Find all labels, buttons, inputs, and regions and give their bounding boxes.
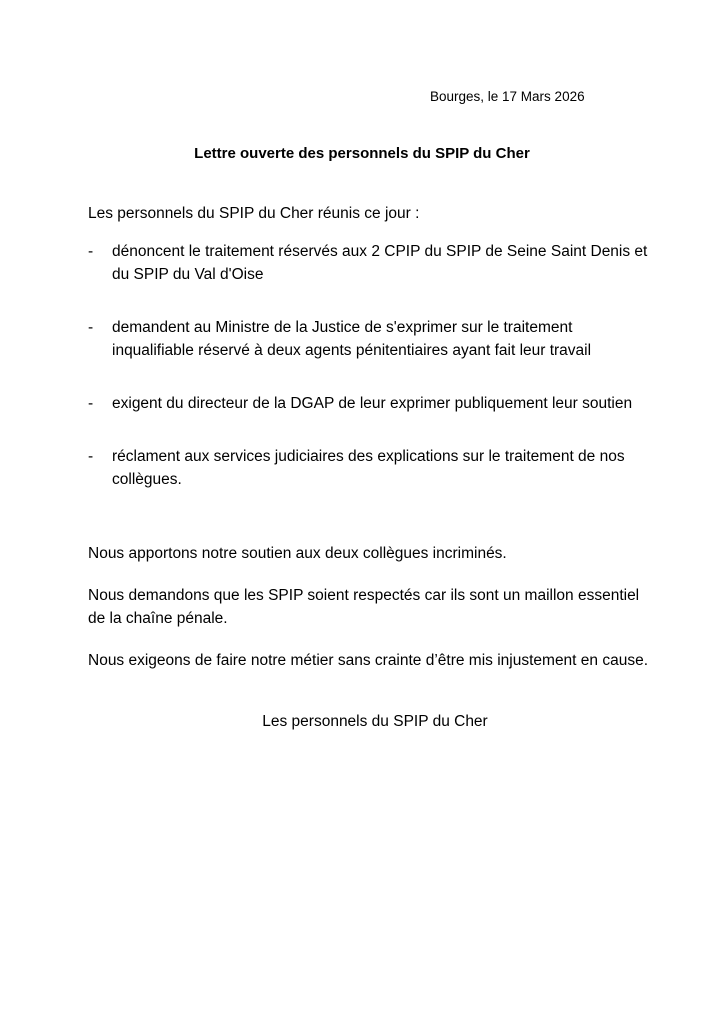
bullet-dash: - xyxy=(88,448,94,465)
demands-list xyxy=(88,240,648,521)
demand-item xyxy=(88,445,648,491)
signature: Les personnels du SPIP du Cher xyxy=(262,713,488,730)
respect-paragraph: Nous demandons que les SPIP soient respectés car ils sont un maillon essentiel de la chaîne pénale. xyxy=(88,587,640,627)
intro-paragraph: Les personnels du SPIP du Cher réunis ce jour : xyxy=(88,205,420,222)
support-paragraph: Nous apportons notre soutien aux deux collègues incriminés. xyxy=(88,545,507,562)
demand-text: réclament aux services judiciaires des explications sur le traitement de nos collègues. xyxy=(112,448,625,488)
demand-item xyxy=(88,392,648,415)
bullet-dash: - xyxy=(88,395,94,412)
place-date: Bourges, le 17 Mars 2026 xyxy=(430,89,585,104)
demand-text: demandent au Ministre de la Justice de s'exprimer sur le traitement inqualifiable réservé à deux agents pénitentiaires ayant fait leur travail xyxy=(112,319,592,359)
demand-item xyxy=(88,316,648,362)
bullet-dash: - xyxy=(88,319,94,336)
demand-text: exigent du directeur de la DGAP de leur exprimer publiquement leur soutien xyxy=(112,395,633,412)
demand-item xyxy=(88,240,648,286)
demand-text: dénoncent le traitement réservés aux 2 CPIP du SPIP de Seine Saint Denis et du SPIP du Val d'Oise xyxy=(112,243,648,283)
bullet-dash: - xyxy=(88,243,94,260)
fear-paragraph: Nous exigeons de faire notre métier sans crainte d’être mis injustement en cause. xyxy=(88,652,649,669)
letter-title: Lettre ouverte des personnels du SPIP du Cher xyxy=(194,145,530,162)
